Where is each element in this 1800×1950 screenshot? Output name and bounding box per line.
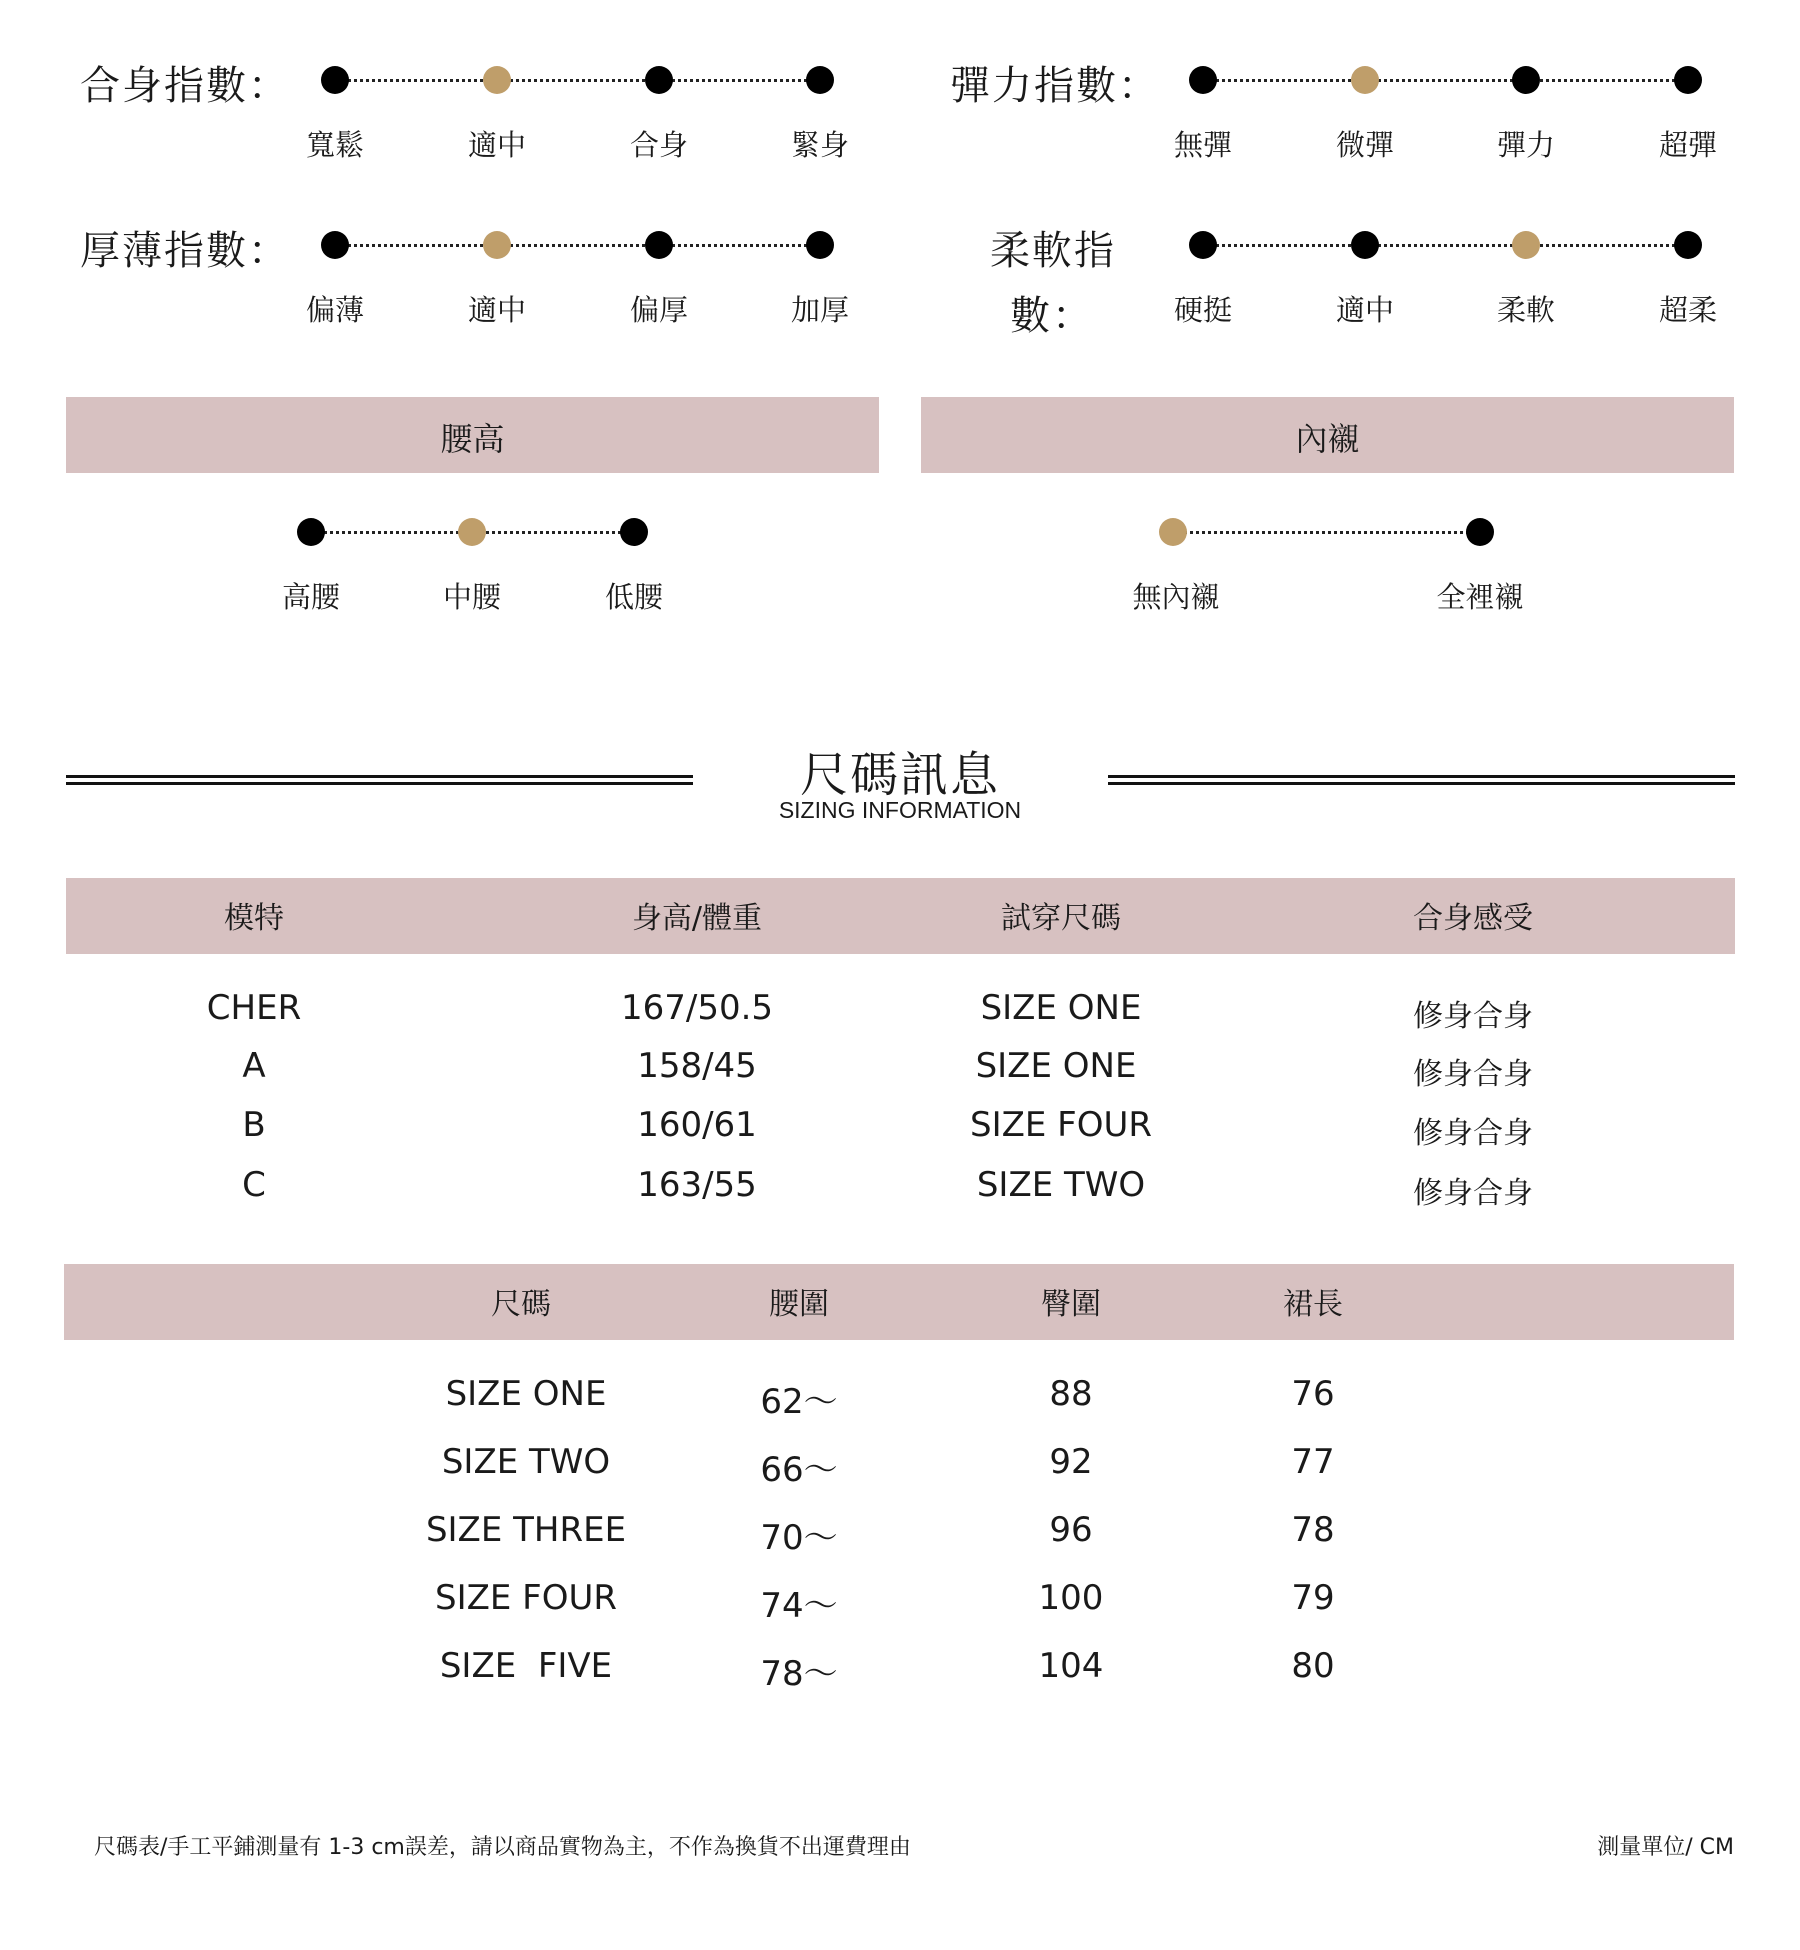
thickness-label-2: 適中 — [467, 293, 526, 327]
softness-index-title-line1: 柔軟指 — [990, 228, 1116, 274]
lining-dot-2 — [1466, 518, 1494, 546]
softness-label-4: 超柔 — [1658, 293, 1717, 327]
sizes-row-2-size: SIZE TWO — [441, 1442, 611, 1482]
sizes-row-3-hip: 96 — [1049, 1510, 1093, 1550]
softness-label-2: 適中 — [1335, 293, 1394, 327]
sizes-row-2-length: 77 — [1291, 1442, 1335, 1482]
fit-index-title: 合身指數： — [80, 63, 290, 109]
models-row-3-name: B — [242, 1105, 266, 1145]
stretch-label-4: 超彈 — [1658, 128, 1717, 162]
stretch-dot-3 — [1512, 66, 1540, 94]
sizes-row-1-length: 76 — [1291, 1374, 1335, 1414]
fit-label-1: 寬鬆 — [305, 128, 364, 162]
sizes-header-waist: 腰圍 — [769, 1287, 829, 1322]
softness-index-title-line2: 數： — [1010, 293, 1094, 339]
softness-index-scale — [0, 225, 1800, 265]
sizes-row-4-size: SIZE FOUR — [434, 1578, 618, 1618]
models-row-3-hw: 160/61 — [637, 1105, 757, 1145]
sizes-row-5-size: SIZE FIVE — [439, 1646, 613, 1686]
footer-unit: 測量單位/ CM — [1597, 1835, 1734, 1860]
sizes-row-5-hip: 104 — [1038, 1646, 1104, 1686]
stretch-label-2: 微彈 — [1335, 128, 1394, 162]
sizes-row-2-hip: 92 — [1049, 1442, 1093, 1482]
models-row-1-fit: 修身合身 — [1413, 999, 1533, 1034]
sizes-row-4-hip: 100 — [1038, 1578, 1104, 1618]
waist-label-1: 高腰 — [281, 580, 340, 614]
sizes-row-3-length: 78 — [1291, 1510, 1335, 1550]
sizes-row-1-hip: 88 — [1049, 1374, 1093, 1414]
sizes-header-hip: 臀圍 — [1041, 1287, 1101, 1322]
lining-label-1: 無內襯 — [1132, 580, 1220, 614]
section-title: 尺碼訊息 — [799, 747, 1000, 803]
thickness-label-3: 偏厚 — [629, 293, 688, 327]
sizes-row-3-size: SIZE THREE — [425, 1510, 627, 1550]
models-row-3-size: SIZE FOUR — [969, 1105, 1153, 1145]
sizes-header-size: 尺碼 — [491, 1287, 551, 1322]
fit-label-4: 緊身 — [790, 128, 849, 162]
models-row-2-hw: 158/45 — [637, 1046, 757, 1086]
sizes-row-4-length: 79 — [1291, 1578, 1335, 1618]
lining-header: 內襯 — [1295, 420, 1360, 458]
lining-scale — [0, 512, 1800, 552]
fit-label-3: 合身 — [629, 128, 688, 162]
section-divider-left — [66, 775, 693, 785]
waist-label-2: 中腰 — [442, 580, 501, 614]
stretch-label-1: 無彈 — [1173, 128, 1232, 162]
models-row-4-hw: 163/55 — [637, 1165, 757, 1205]
models-row-2-fit: 修身合身 — [1413, 1057, 1533, 1092]
stretch-index-title: 彈力指數： — [950, 63, 1160, 109]
softness-dot-4 — [1674, 231, 1702, 259]
softness-index-line — [1203, 244, 1688, 247]
waist-label-3: 低腰 — [604, 580, 663, 614]
models-header-height-weight: 身高/體重 — [631, 901, 763, 936]
sizes-header-length: 裙長 — [1283, 1287, 1343, 1322]
stretch-index-line — [1203, 79, 1688, 82]
models-header-fit-feel: 合身感受 — [1413, 901, 1533, 936]
stretch-label-3: 彈力 — [1496, 128, 1555, 162]
lining-line — [1173, 531, 1480, 534]
sizes-row-4-waist: 74～ — [760, 1586, 838, 1626]
softness-dot-1 — [1189, 231, 1217, 259]
sizes-row-1-size: SIZE ONE — [445, 1374, 607, 1414]
models-row-4-name: C — [242, 1165, 266, 1205]
models-row-4-fit: 修身合身 — [1413, 1176, 1533, 1211]
models-row-2-size: SIZE ONE — [975, 1046, 1137, 1086]
sizes-row-1-waist: 62～ — [760, 1382, 838, 1422]
models-header-model: 模特 — [224, 901, 284, 936]
models-row-2-name: A — [242, 1046, 266, 1086]
models-row-3-fit: 修身合身 — [1413, 1116, 1533, 1151]
models-row-1-hw: 167/50.5 — [620, 988, 774, 1028]
models-row-1-size: SIZE ONE — [980, 988, 1142, 1028]
stretch-dot-2 — [1351, 66, 1379, 94]
softness-dot-3 — [1512, 231, 1540, 259]
fit-label-2: 適中 — [467, 128, 526, 162]
thickness-label-4: 加厚 — [790, 293, 849, 327]
stretch-dot-4 — [1674, 66, 1702, 94]
models-header-trial-size: 試穿尺碼 — [1001, 901, 1121, 936]
thickness-label-1: 偏薄 — [305, 293, 364, 327]
models-row-4-size: SIZE TWO — [976, 1165, 1146, 1205]
sizes-row-5-waist: 78～ — [760, 1654, 838, 1694]
section-divider-right — [1108, 775, 1735, 785]
stretch-dot-1 — [1189, 66, 1217, 94]
softness-label-1: 硬挺 — [1173, 293, 1232, 327]
thickness-index-title: 厚薄指數： — [80, 228, 290, 274]
stretch-index-scale — [0, 60, 1800, 100]
softness-dot-2 — [1351, 231, 1379, 259]
softness-label-3: 柔軟 — [1496, 293, 1555, 327]
waist-header: 腰高 — [440, 420, 505, 458]
sizes-row-2-waist: 66～ — [760, 1450, 838, 1490]
models-row-1-name: CHER — [206, 988, 302, 1028]
sizes-row-3-waist: 70～ — [760, 1518, 838, 1558]
sizes-row-5-length: 80 — [1291, 1646, 1335, 1686]
section-subtitle: SIZING INFORMATION — [778, 797, 1022, 823]
lining-label-2: 全裡襯 — [1436, 580, 1524, 614]
lining-dot-1 — [1159, 518, 1187, 546]
footer-note: 尺碼表/手工平鋪測量有 1-3 cm誤差，請以商品實物為主，不作為換貨不出運費理由 — [94, 1835, 911, 1860]
